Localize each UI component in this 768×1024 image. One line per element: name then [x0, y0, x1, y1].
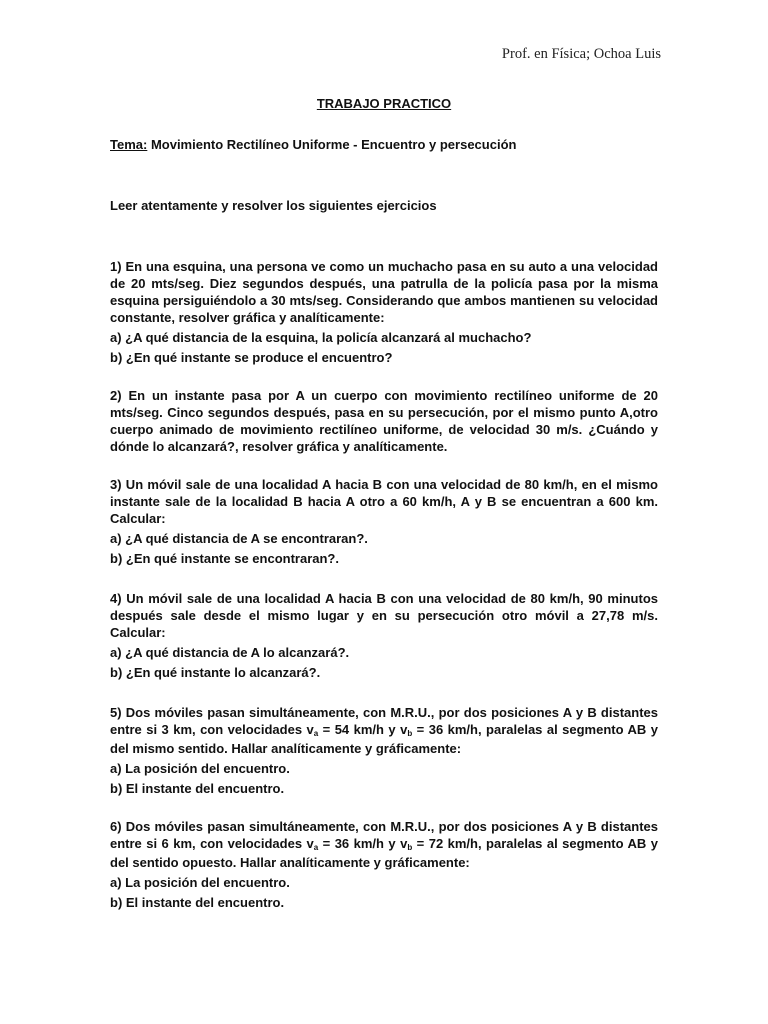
topic-text: Movimiento Rectilíneo Uniforme - Encuentro y persecución [147, 137, 517, 152]
exercise-6 [110, 818, 658, 911]
exercise-4 [110, 590, 658, 681]
topic-label: Tema: [110, 137, 148, 152]
header-author: Prof. en Física; Ochoa Luis [501, 46, 661, 62]
exercise-3-statement: 3) Un móvil sale de una localidad A hacia B con una velocidad de 80 km/h, en el mismo instante sale de la localidad B hacia A otro a 60 km/h, A y B se encuentran a 600 km. Calcular: [110, 477, 658, 526]
exercise-3-question-b: b) ¿En qué instante se encontraran?. [110, 551, 339, 566]
exercise-1-question-b: b) ¿En qué instante se produce el encuentro? [110, 350, 393, 365]
topic-line [110, 136, 658, 153]
exercise-6-text-part-2: = 36 km/h y v [318, 836, 408, 851]
exercise-6-text-part-3: = 72 km/h, paralelas al segmento AB y del sentido opuesto. Hallar analíticamente y gráficamente: [110, 836, 658, 870]
exercise-6-text-part-1: 6) Dos móviles pasan simultáneamente, con M.R.U., por dos posiciones A y B distantes entre si 6 km, con velocidades v [110, 819, 658, 851]
exercise-6-statement [110, 818, 658, 871]
exercise-5-question-a: a) La posición del encuentro. [110, 761, 290, 776]
exercise-1 [110, 258, 658, 366]
exercise-6-question-a: a) La posición del encuentro. [110, 875, 290, 890]
document-title: TRABAJO PRACTICO [316, 96, 452, 111]
exercise-5-text-part-2: = 54 km/h y v [318, 722, 408, 737]
exercise-2 [110, 387, 658, 455]
exercise-3 [110, 476, 658, 567]
exercise-6-question-b: b) El instante del encuentro. [110, 895, 285, 910]
exercise-5-statement [110, 704, 658, 757]
exercise-4-statement: 4) Un móvil sale de una localidad A hacia B con una velocidad de 80 km/h, 90 minutos después sale desde el mismo lugar y en su persecución otro móvil a 27,78 m/s. Calcular: [110, 591, 658, 640]
exercise-6-sub-a: a [313, 843, 319, 852]
exercise-4-question-b: b) ¿En qué instante lo alcanzará?. [110, 665, 321, 680]
exercise-5-sub-a: a [313, 729, 319, 738]
exercise-4-question-a: a) ¿A qué distancia de A lo alcanzará?. [110, 645, 350, 660]
exercise-5 [110, 704, 658, 797]
exercise-5-sub-b: b [407, 729, 413, 738]
exercise-1-statement: 1) En una esquina, una persona ve como un muchacho pasa en su auto a una velocidad de 20 mts/seg. Diez segundos después, una patrulla de la policía pasa por la misma esquina persiguiéndolo a 30 mts/seg. Considerando que ambos mantienen su velocidad constante, resolver gráfica y analíticamente: [110, 259, 658, 325]
instructions: Leer atentamente y resolver los siguientes ejercicios [110, 198, 437, 213]
exercise-5-text-part-3: = 36 km/h, paralelas al segmento AB y del mismo sentido. Hallar analíticamente y gráficamente: [110, 722, 658, 756]
exercise-6-sub-b: b [407, 843, 413, 852]
exercise-3-question-a: a) ¿A qué distancia de A se encontraran?. [110, 531, 368, 546]
exercise-5-text-part-1: 5) Dos móviles pasan simultáneamente, con M.R.U., por dos posiciones A y B distantes entre si 3 km, con velocidades v [110, 705, 658, 737]
exercise-2-statement: 2) En un instante pasa por A un cuerpo con movimiento rectilíneo uniforme de 20 mts/seg. Cinco segundos después, pasa en su persecución, por el mismo punto A,otro cuerpo animado de movimiento rectilíneo uniforme, de velocidad 30 m/s. ¿Cuándo y dónde lo alcanzará?, resolver gráfica y analíticamente. [110, 388, 658, 454]
exercise-5-question-b: b) El instante del encuentro. [110, 781, 285, 796]
exercise-1-question-a: a) ¿A qué distancia de la esquina, la policía alcanzará al muchacho? [110, 330, 532, 345]
